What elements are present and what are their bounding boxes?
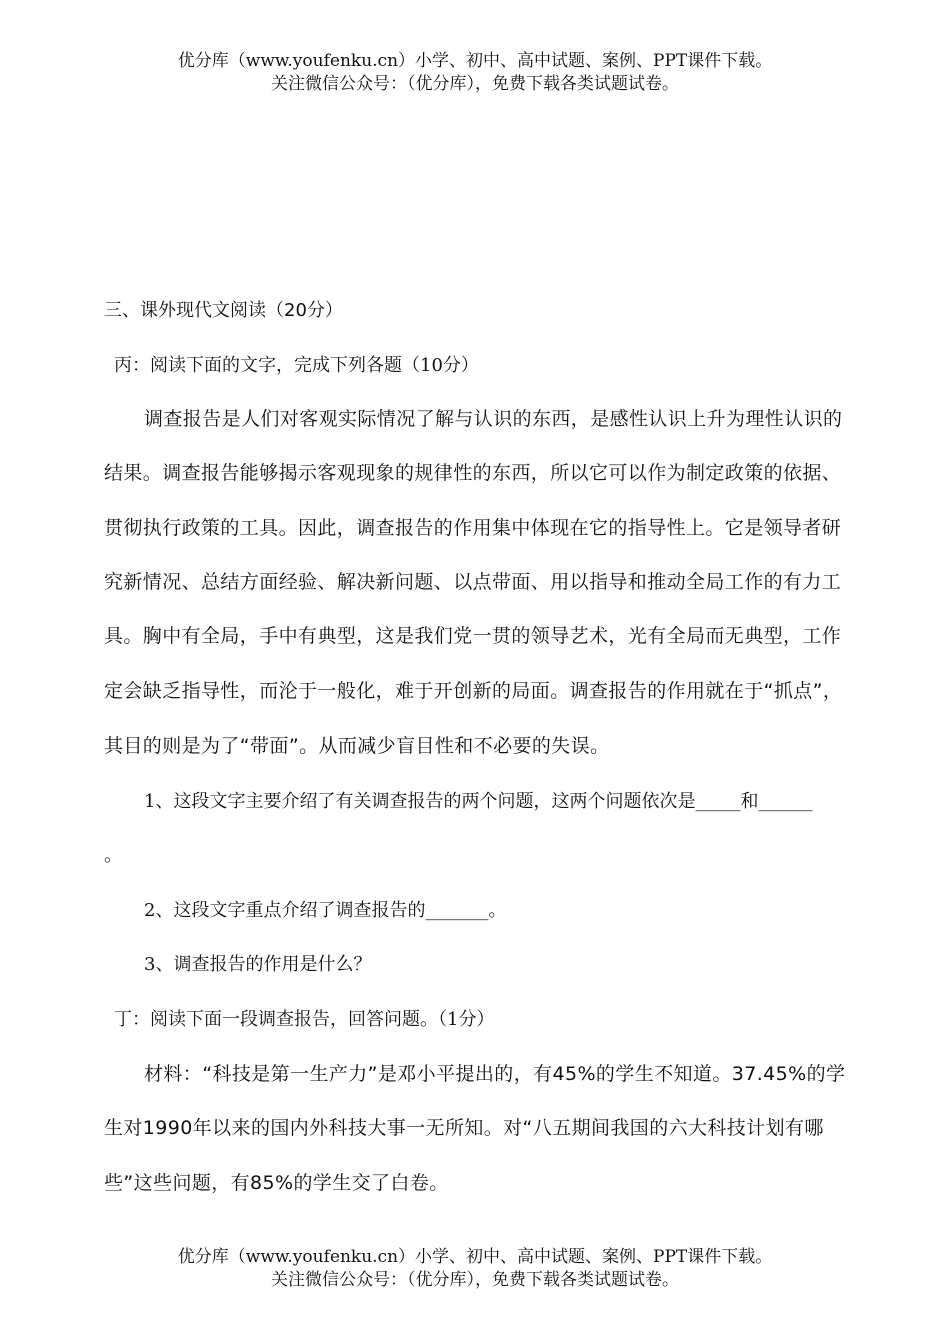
material-line-3: 些”这些问题，有85%的学生交了白卷。 xyxy=(104,1172,449,1194)
question-3: 3、调查报告的作用是什么？ xyxy=(144,954,372,975)
passage-line-2: 结果。调查报告能够揭示客观现象的规律性的东西，所以它可以作为制定政策的依据、 xyxy=(104,462,842,484)
section-title: 三、课外现代文阅读（20分） xyxy=(104,300,343,321)
part-ding-instruction: 丁：阅读下面一段调查报告，回答问题。（1分） xyxy=(114,1009,495,1030)
part-bing-instruction: 丙：阅读下面的文字，完成下列各题（10分） xyxy=(114,355,479,376)
passage-line-7: 其目的则是为了“带面”。从而减少盲目性和不必要的失误。 xyxy=(104,735,610,757)
passage-line-4: 究新情况、总结方面经验、解决新问题、以点带面、用以指导和推动全局工作的有力工 xyxy=(104,571,842,593)
page-footer xyxy=(0,1246,950,1292)
footer-line-1: 优分库（www.youfenku.cn）小学、初中、高中试题、案例、PPT课件下载。 xyxy=(177,1247,773,1267)
passage-line-6: 定会缺乏指导性，而沦于一般化，难于开创新的局面。调查报告的作用就在于“抓点”， xyxy=(104,680,843,702)
material-line-1: 材料：“科技是第一生产力”是邓小平提出的，有45%的学生不知道。37.45%的学 xyxy=(144,1063,846,1085)
question-2: 2、这段文字重点介绍了调查报告的_______。 xyxy=(144,900,507,921)
passage-line-3: 贯彻执行政策的工具。因此，调查报告的作用集中体现在它的指导性上。它是领导者研 xyxy=(104,517,842,539)
page-header xyxy=(0,50,950,96)
material-line-2: 生对1990年以来的国内外科技大事一无所知。对“八五期间我国的六大科技计划有哪 xyxy=(104,1117,824,1139)
question-1-end: 。 xyxy=(104,845,122,866)
header-line-2: 关注微信公众号：（优分库），免费下载各类试题试卷。 xyxy=(271,74,679,94)
passage-line-5: 具。胸中有全局，手中有典型，这是我们党一贯的领导艺术，光有全局而无典型，工作 xyxy=(104,625,842,647)
question-1: 1、这段文字主要介绍了有关调查报告的两个问题，这两个问题依次是_____和______ xyxy=(144,791,813,812)
footer-line-2: 关注微信公众号：（优分库），免费下载各类试题试卷。 xyxy=(271,1270,679,1290)
passage-line-1: 调查报告是人们对客观实际情况了解与认识的东西，是感性认识上升为理性认识的 xyxy=(144,408,843,430)
header-line-1: 优分库（www.youfenku.cn）小学、初中、高中试题、案例、PPT课件下载。 xyxy=(177,51,773,71)
